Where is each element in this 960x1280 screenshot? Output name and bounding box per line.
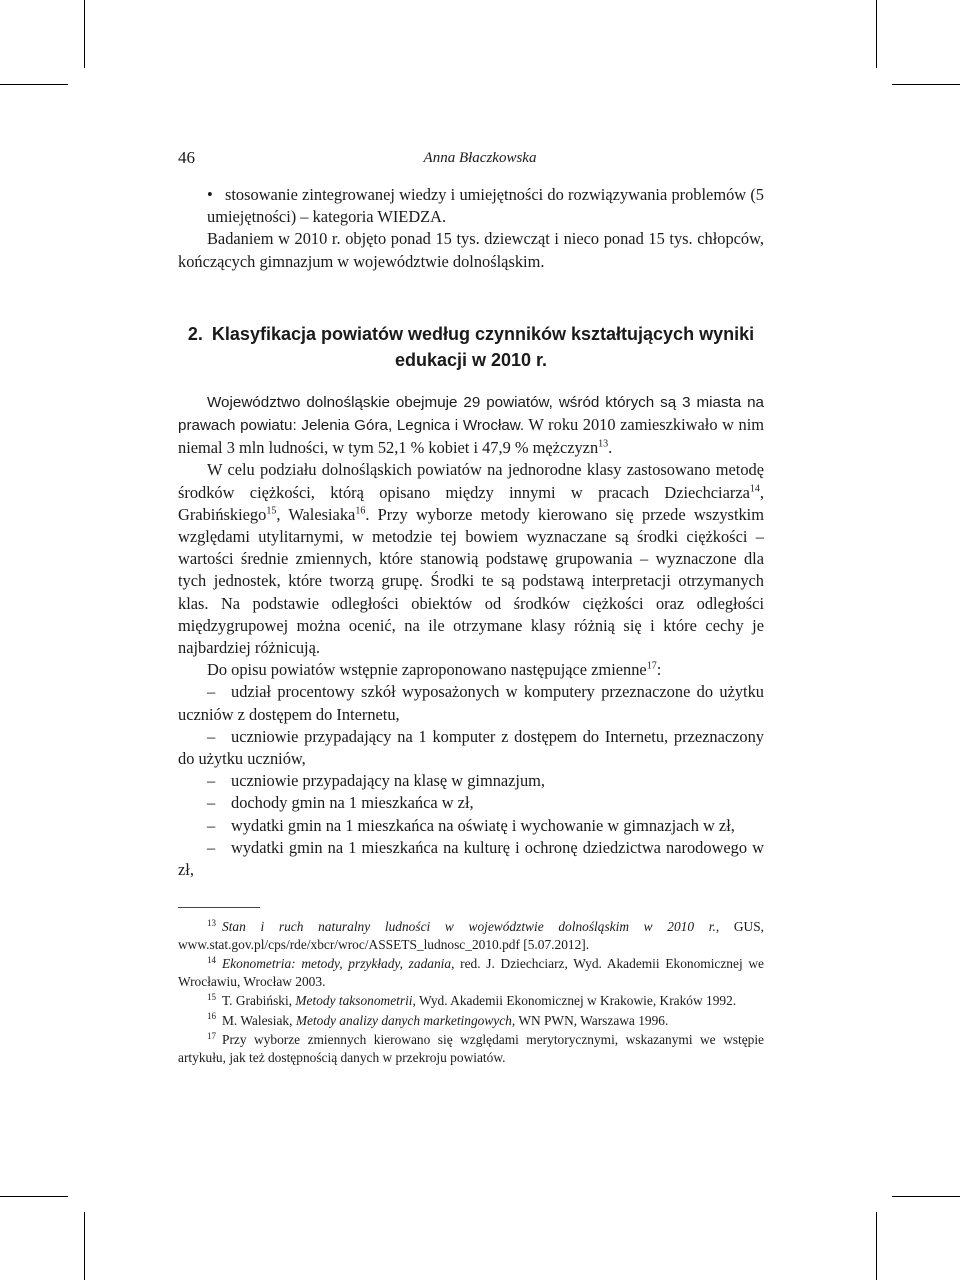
list-item [178, 770, 764, 792]
footnote-italic: Ekonometria: metody, przykłady, zadania [222, 956, 452, 972]
running-head-author: Anna Błaczkowska [423, 150, 537, 166]
footnote-ref-17: 17 [646, 660, 657, 672]
dash-symbol: – [207, 682, 216, 702]
page-number: 46 [178, 148, 195, 167]
list-item [178, 815, 764, 837]
list-item-text: wydatki gmin na 1 mieszkańca na kulturę i ochronę dziedzictwa narodowego w zł, [178, 837, 764, 880]
footnote-italic: Metody analizy danych marketingowych [295, 1012, 512, 1028]
bullet-symbol: • [207, 185, 213, 204]
list-item-text: udział procentowy szkół wyposażonych w komputery przeznaczone do użytku uczniów z dostępem do Internetu, [178, 682, 764, 724]
paragraph-2-part-c: , Walesiaka [276, 504, 356, 524]
crop-mark-bottom-right-v [876, 1212, 877, 1280]
footnote-text: , GUS, www.stat.gov.pl/cps/rde/xbcr/wroc/ASSETS_ludnosc_2010.pdf [5.07.2012]. [178, 919, 764, 952]
section-title: Klasyfikacja powiatów według czynników kształtujących wyniki edukacji w 2010 r. [211, 323, 755, 370]
footnote-ref-14: 14 [749, 483, 760, 495]
list-item-text: uczniowie przypadający na 1 komputer z dostępem do Internetu, przeznaczony do użytku uczniów, [178, 726, 764, 769]
footnote-number: 13 [207, 917, 216, 928]
page-content [178, 184, 764, 1068]
footnote-ref-15: 15 [266, 505, 277, 517]
footnote-number: 15 [207, 991, 216, 1002]
footnote-16 [178, 1012, 764, 1030]
paragraph-3-end: : [656, 660, 662, 680]
section-number: 2. [187, 323, 203, 344]
paragraph-1-end: . [608, 438, 613, 458]
footnote-text: Przy wyborze zmiennych kierowano się względami merytorycznymi, wskazanymi we wstępie artykułu, jak też dostępnością danych w przekroju powiatów. [178, 1032, 764, 1065]
section-heading [178, 321, 764, 373]
dash-symbol: – [207, 793, 216, 813]
list-item-text: dochody gmin na 1 mieszkańca w zł, [231, 793, 474, 813]
list-item [178, 837, 764, 881]
footnote-text: , WN PWN, Warszawa 1996. [511, 1012, 669, 1028]
dash-symbol: – [207, 837, 216, 857]
body-paragraph-2 [178, 459, 764, 659]
paragraph-2-part-b: , Grabińskiego [178, 482, 764, 524]
crop-mark-top-left-v [84, 0, 85, 68]
list-item [178, 726, 764, 770]
page-header [178, 148, 782, 172]
crop-mark-bottom-right-h [892, 1196, 960, 1197]
list-item-text: wydatki gmin na 1 mieszkańca na oświatę i wychowanie w gimnazjach w zł, [231, 815, 735, 835]
study-paragraph: Badaniem w 2010 r. objęto ponad 15 tys. dziewcząt i nieco ponad 15 tys. chłopców, kończących gimnazjum w województwie dolnośląskim. [178, 229, 764, 271]
footnote-number: 17 [207, 1030, 216, 1041]
footnote-italic: Metody taksonometrii [295, 993, 413, 1009]
paragraph-1-rest: W roku 2010 zamieszkiwało w nim niemal 3 mln ludności, w tym 52,1 % kobiet i 47,9 % mężczyzn [178, 415, 765, 458]
dash-symbol: – [207, 815, 216, 835]
paragraph-1-sans: Województwo dolnośląskie obejmuje 29 powiatów, wśród których są 3 miasta na prawach powiatu: Jelenia Góra, Legnica i Wrocław. [178, 393, 764, 435]
footnote-number: 16 [207, 1011, 216, 1022]
crop-mark-top-right-v [876, 0, 877, 68]
dash-symbol: – [207, 771, 216, 791]
paragraph-3-text: Do opisu powiatów wstępnie zaproponowano następujące zmienne [207, 660, 647, 680]
footnote-ref-16: 16 [355, 505, 366, 517]
footnote-author: M. Walesiak, [222, 1012, 296, 1028]
footnote-13 [178, 918, 764, 953]
list-item [178, 681, 764, 725]
footnote-text: , Wyd. Akademii Ekonomicznej w Krakowie, Kraków 1992. [412, 993, 737, 1009]
body-paragraph-3 [178, 659, 764, 681]
footnote-15 [178, 992, 764, 1010]
crop-mark-bottom-left-v [84, 1212, 85, 1280]
bullet-item [178, 184, 764, 228]
bullet-text: stosowanie zintegrowanej wiedzy i umiejętności do rozwiązywania problemów (5 umiejętności) – kategoria WIEDZA. [207, 185, 764, 227]
crop-mark-top-left-h [0, 84, 68, 85]
footnote-number: 14 [207, 954, 216, 965]
paragraph-2-part-a: W celu podziału dolnośląskich powiatów na jednorodne klasy zastosowano metodę środków ciężkości, którą opisano między innymi w pracach Dziechciarza [178, 460, 764, 502]
footnote-17 [178, 1031, 764, 1066]
body-paragraph-1 [178, 391, 764, 460]
list-item [178, 792, 764, 814]
footnote-italic: Stan i ruch naturalny ludności w województwie dolnośląskim w 2010 r. [222, 919, 716, 935]
dash-symbol: – [207, 726, 216, 746]
footnote-divider [178, 907, 260, 908]
footnote-text: , red. J. Dziechciarz, Wyd. Akademii Ekonomicznej we Wrocławiu, Wrocław 2003. [178, 956, 764, 989]
footnote-14 [178, 955, 764, 990]
footnote-author: T. Grabiński, [222, 993, 296, 1009]
list-item-text: uczniowie przypadający na klasę w gimnazjum, [231, 771, 546, 791]
footnote-ref-13: 13 [598, 438, 609, 450]
paragraph-2-part-d: . Przy wyborze metody kierowano się przede wszystkim względami utylitarnymi, w metodzie tej bowiem wyznaczane są środki ciężkości – wartości średnie zmiennych, które stanowią podstawę grupowania – wyznaczone dla tych jednostek, które tworzą grupę. Środki te są podstawą interpretacji otrzymanych klas. Na podstawie odległości obiektów od środków ciężkości oraz odległości międzygrupowej można ocenić, na ile otrzymane klasy różnią się i które cechy je najbardziej różnicują. [178, 504, 764, 658]
crop-mark-top-right-h [892, 84, 960, 85]
crop-mark-bottom-left-h [0, 1196, 68, 1197]
